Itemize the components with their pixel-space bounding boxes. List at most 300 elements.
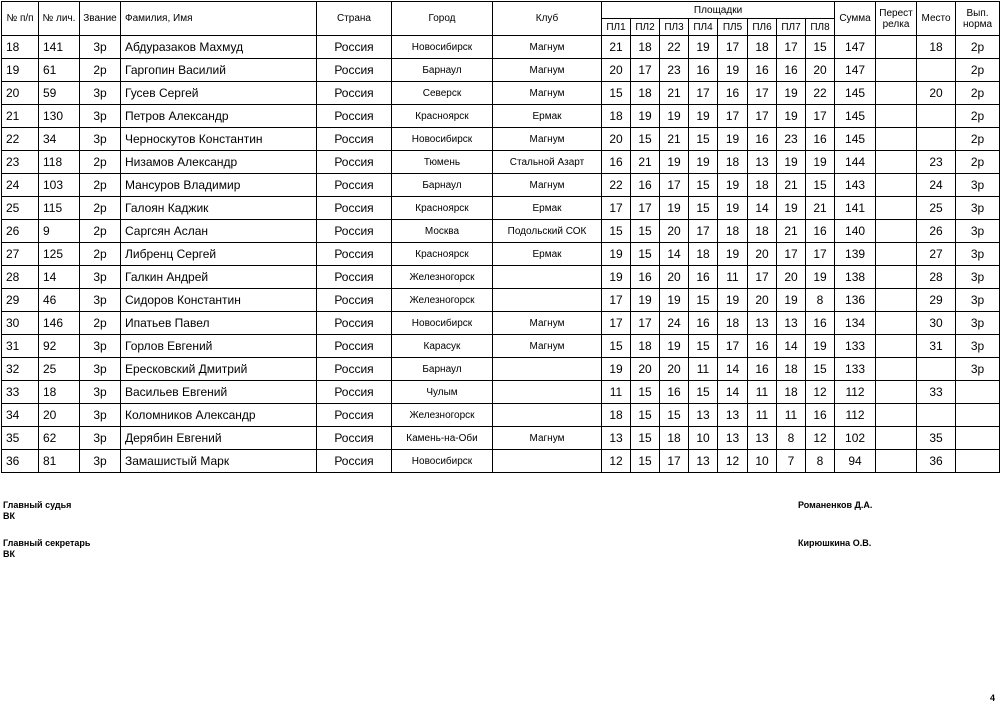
area-score-cell: 17 — [602, 197, 631, 220]
area-score-cell: 20 — [777, 266, 806, 289]
results-table — [1, 1, 1000, 473]
area-score-cell: 17 — [777, 36, 806, 59]
area-score-cell: 19 — [777, 197, 806, 220]
results-body — [2, 36, 1000, 473]
header-place: Место — [917, 2, 956, 36]
license-number: 115 — [39, 197, 80, 220]
norm-cell — [956, 427, 1000, 450]
area-score-cell: 19 — [660, 105, 689, 128]
area-score-cell: 18 — [718, 220, 748, 243]
area-score-cell: 10 — [748, 450, 777, 473]
area-score-cell: 20 — [748, 289, 777, 312]
header-city: Город — [392, 2, 493, 36]
club-cell: Магнум — [493, 174, 602, 197]
area-score-cell: 16 — [748, 358, 777, 381]
area-score-cell: 17 — [631, 312, 660, 335]
header-sum: Сумма — [835, 2, 876, 36]
area-score-cell: 18 — [748, 36, 777, 59]
area-score-cell: 16 — [689, 312, 718, 335]
area-score-cell: 18 — [689, 243, 718, 266]
chief-judge-title: Главный судья — [3, 500, 72, 510]
norm-cell — [956, 381, 1000, 404]
shootoff-cell — [876, 358, 917, 381]
rank-cell: 3р — [80, 381, 121, 404]
area-score-cell: 17 — [718, 105, 748, 128]
area-score-cell: 15 — [631, 220, 660, 243]
area-score-cell: 16 — [748, 335, 777, 358]
area-score-cell: 17 — [748, 266, 777, 289]
area-score-cell: 8 — [777, 427, 806, 450]
shootoff-cell — [876, 312, 917, 335]
area-score-cell: 19 — [718, 174, 748, 197]
shootoff-cell — [876, 174, 917, 197]
area-score-cell: 13 — [748, 151, 777, 174]
area-score-cell: 21 — [660, 82, 689, 105]
norm-cell: 2р — [956, 151, 1000, 174]
sum-cell: 133 — [835, 358, 876, 381]
row-number: 27 — [2, 243, 39, 266]
area-score-cell: 15 — [631, 427, 660, 450]
license-number: 62 — [39, 427, 80, 450]
name-cell: Горлов Евгений — [121, 335, 317, 358]
shootoff-cell — [876, 59, 917, 82]
header-name: Фамилия, Имя — [121, 2, 317, 36]
shootoff-cell — [876, 105, 917, 128]
row-number: 24 — [2, 174, 39, 197]
area-score-cell: 19 — [718, 59, 748, 82]
shootoff-cell — [876, 151, 917, 174]
area-score-cell: 15 — [689, 289, 718, 312]
table-row — [2, 381, 1000, 404]
country-cell: Россия — [317, 335, 392, 358]
chief-judge-category: ВК — [3, 511, 15, 521]
area-score-cell: 13 — [718, 404, 748, 427]
rank-cell: 3р — [80, 450, 121, 473]
sum-cell: 144 — [835, 151, 876, 174]
area-score-cell: 19 — [718, 197, 748, 220]
area-score-cell: 16 — [689, 59, 718, 82]
area-score-cell: 17 — [689, 220, 718, 243]
area-score-cell: 19 — [689, 105, 718, 128]
area-score-cell: 16 — [777, 59, 806, 82]
area-score-cell: 12 — [806, 381, 835, 404]
norm-cell: 3р — [956, 197, 1000, 220]
table-row — [2, 105, 1000, 128]
area-score-cell: 18 — [631, 36, 660, 59]
chief-secretary-category: ВК — [3, 549, 15, 559]
area-score-cell: 20 — [660, 358, 689, 381]
license-number: 130 — [39, 105, 80, 128]
shootoff-cell — [876, 128, 917, 151]
club-cell: Магнум — [493, 312, 602, 335]
place-cell — [917, 59, 956, 82]
city-cell: Железногорск — [392, 404, 493, 427]
row-number: 34 — [2, 404, 39, 427]
name-cell: Саргсян Аслан — [121, 220, 317, 243]
header-area: ПЛ5 — [718, 19, 748, 36]
area-score-cell: 16 — [748, 59, 777, 82]
license-number: 9 — [39, 220, 80, 243]
area-score-cell: 18 — [718, 312, 748, 335]
area-score-cell: 17 — [806, 243, 835, 266]
name-cell: Гусев Сергей — [121, 82, 317, 105]
country-cell: Россия — [317, 312, 392, 335]
club-cell: Подольский СОК — [493, 220, 602, 243]
area-score-cell: 20 — [660, 220, 689, 243]
city-cell: Северск — [392, 82, 493, 105]
club-cell: Магнум — [493, 128, 602, 151]
norm-cell: 2р — [956, 82, 1000, 105]
norm-cell: 3р — [956, 289, 1000, 312]
license-number: 20 — [39, 404, 80, 427]
area-score-cell: 15 — [602, 82, 631, 105]
area-score-cell: 14 — [748, 197, 777, 220]
license-number: 61 — [39, 59, 80, 82]
country-cell: Россия — [317, 197, 392, 220]
area-score-cell: 18 — [748, 220, 777, 243]
name-cell: Гаргопин Василий — [121, 59, 317, 82]
country-cell: Россия — [317, 450, 392, 473]
area-score-cell: 13 — [689, 404, 718, 427]
name-cell: Галкин Андрей — [121, 266, 317, 289]
norm-cell: 2р — [956, 128, 1000, 151]
area-score-cell: 17 — [660, 174, 689, 197]
place-cell: 33 — [917, 381, 956, 404]
club-cell — [493, 266, 602, 289]
country-cell: Россия — [317, 427, 392, 450]
area-score-cell: 21 — [806, 197, 835, 220]
license-number: 81 — [39, 450, 80, 473]
header-license: № лич. — [39, 2, 80, 36]
name-cell: Петров Александр — [121, 105, 317, 128]
club-cell: Ермак — [493, 197, 602, 220]
header-areas: Площадки — [602, 2, 835, 19]
club-cell — [493, 358, 602, 381]
city-cell: Барнаул — [392, 59, 493, 82]
place-cell: 24 — [917, 174, 956, 197]
area-score-cell: 19 — [660, 151, 689, 174]
country-cell: Россия — [317, 266, 392, 289]
area-score-cell: 11 — [689, 358, 718, 381]
area-score-cell: 22 — [660, 36, 689, 59]
city-cell: Карасук — [392, 335, 493, 358]
sum-cell: 136 — [835, 289, 876, 312]
sum-cell: 134 — [835, 312, 876, 335]
area-score-cell: 17 — [602, 312, 631, 335]
shootoff-cell — [876, 381, 917, 404]
place-cell — [917, 358, 956, 381]
area-score-cell: 18 — [631, 335, 660, 358]
area-score-cell: 11 — [777, 404, 806, 427]
area-score-cell: 19 — [718, 289, 748, 312]
country-cell: Россия — [317, 404, 392, 427]
row-number: 26 — [2, 220, 39, 243]
place-cell: 23 — [917, 151, 956, 174]
area-score-cell: 7 — [777, 450, 806, 473]
club-cell: Магнум — [493, 59, 602, 82]
table-row — [2, 427, 1000, 450]
norm-cell: 2р — [956, 105, 1000, 128]
area-score-cell: 20 — [631, 358, 660, 381]
area-score-cell: 13 — [748, 312, 777, 335]
city-cell: Тюмень — [392, 151, 493, 174]
norm-cell: 3р — [956, 335, 1000, 358]
rank-cell: 2р — [80, 174, 121, 197]
rank-cell: 3р — [80, 128, 121, 151]
table-row — [2, 404, 1000, 427]
norm-cell: 3р — [956, 266, 1000, 289]
country-cell: Россия — [317, 220, 392, 243]
area-score-cell: 18 — [602, 105, 631, 128]
header-area: ПЛ3 — [660, 19, 689, 36]
norm-cell — [956, 404, 1000, 427]
row-number: 32 — [2, 358, 39, 381]
chief-secretary-name: Кирюшкина О.В. — [798, 538, 872, 548]
rank-cell: 3р — [80, 105, 121, 128]
table-row — [2, 59, 1000, 82]
name-cell: Васильев Евгений — [121, 381, 317, 404]
area-score-cell: 19 — [806, 151, 835, 174]
license-number: 46 — [39, 289, 80, 312]
chief-judge-name: Романенков Д.А. — [798, 500, 873, 510]
sum-cell: 145 — [835, 128, 876, 151]
area-score-cell: 11 — [748, 404, 777, 427]
area-score-cell: 13 — [748, 427, 777, 450]
city-cell: Барнаул — [392, 174, 493, 197]
country-cell: Россия — [317, 358, 392, 381]
norm-cell — [956, 450, 1000, 473]
area-score-cell: 16 — [689, 266, 718, 289]
area-score-cell: 20 — [660, 266, 689, 289]
area-score-cell: 11 — [748, 381, 777, 404]
area-score-cell: 14 — [660, 243, 689, 266]
rank-cell: 3р — [80, 404, 121, 427]
area-score-cell: 17 — [602, 289, 631, 312]
area-score-cell: 16 — [806, 312, 835, 335]
header-area: ПЛ8 — [806, 19, 835, 36]
place-cell: 36 — [917, 450, 956, 473]
name-cell: Мансуров Владимир — [121, 174, 317, 197]
city-cell: Новосибирск — [392, 450, 493, 473]
sum-cell: 145 — [835, 105, 876, 128]
area-score-cell: 17 — [660, 450, 689, 473]
license-number: 18 — [39, 381, 80, 404]
shootoff-cell — [876, 450, 917, 473]
norm-cell: 3р — [956, 312, 1000, 335]
place-cell: 29 — [917, 289, 956, 312]
table-row — [2, 36, 1000, 59]
country-cell: Россия — [317, 128, 392, 151]
area-score-cell: 15 — [631, 381, 660, 404]
shootoff-cell — [876, 289, 917, 312]
place-cell: 30 — [917, 312, 956, 335]
chief-secretary-title: Главный секретарь — [3, 538, 91, 548]
shootoff-cell — [876, 36, 917, 59]
area-score-cell: 17 — [631, 197, 660, 220]
place-cell: 31 — [917, 335, 956, 358]
area-score-cell: 19 — [777, 105, 806, 128]
table-row — [2, 197, 1000, 220]
table-row — [2, 220, 1000, 243]
area-score-cell: 21 — [602, 36, 631, 59]
norm-cell: 3р — [956, 243, 1000, 266]
table-row — [2, 358, 1000, 381]
shootoff-cell — [876, 266, 917, 289]
area-score-cell: 11 — [602, 381, 631, 404]
area-score-cell: 10 — [689, 427, 718, 450]
header-rank: Звание — [80, 2, 121, 36]
name-cell: Низамов Александр — [121, 151, 317, 174]
area-score-cell: 15 — [689, 381, 718, 404]
club-cell — [493, 450, 602, 473]
club-cell — [493, 381, 602, 404]
area-score-cell: 21 — [631, 151, 660, 174]
table-row — [2, 174, 1000, 197]
area-score-cell: 16 — [806, 128, 835, 151]
place-cell: 27 — [917, 243, 956, 266]
header-num: № п/п — [2, 2, 39, 36]
sum-cell: 145 — [835, 82, 876, 105]
city-cell: Новосибирск — [392, 36, 493, 59]
chief-secretary-block — [3, 538, 90, 560]
area-score-cell: 16 — [748, 128, 777, 151]
shootoff-cell — [876, 82, 917, 105]
place-cell: 20 — [917, 82, 956, 105]
country-cell: Россия — [317, 59, 392, 82]
area-score-cell: 18 — [602, 404, 631, 427]
country-cell: Россия — [317, 174, 392, 197]
license-number: 141 — [39, 36, 80, 59]
area-score-cell: 19 — [631, 289, 660, 312]
area-score-cell: 17 — [777, 243, 806, 266]
area-score-cell: 18 — [777, 358, 806, 381]
area-score-cell: 15 — [602, 220, 631, 243]
country-cell: Россия — [317, 151, 392, 174]
sum-cell: 138 — [835, 266, 876, 289]
area-score-cell: 15 — [689, 128, 718, 151]
place-cell — [917, 105, 956, 128]
rank-cell: 2р — [80, 220, 121, 243]
rank-cell: 3р — [80, 36, 121, 59]
area-score-cell: 15 — [631, 404, 660, 427]
area-score-cell: 18 — [718, 151, 748, 174]
city-cell: Новосибирск — [392, 128, 493, 151]
row-number: 33 — [2, 381, 39, 404]
city-cell: Москва — [392, 220, 493, 243]
city-cell: Красноярск — [392, 105, 493, 128]
club-cell: Ермак — [493, 243, 602, 266]
sum-cell: 102 — [835, 427, 876, 450]
license-number: 92 — [39, 335, 80, 358]
area-score-cell: 19 — [660, 335, 689, 358]
area-score-cell: 20 — [602, 128, 631, 151]
shootoff-cell — [876, 335, 917, 358]
table-row — [2, 128, 1000, 151]
area-score-cell: 19 — [777, 82, 806, 105]
license-number: 103 — [39, 174, 80, 197]
area-score-cell: 17 — [748, 105, 777, 128]
area-score-cell: 19 — [806, 266, 835, 289]
city-cell: Красноярск — [392, 243, 493, 266]
club-cell: Магнум — [493, 427, 602, 450]
area-score-cell: 13 — [602, 427, 631, 450]
area-score-cell: 12 — [602, 450, 631, 473]
area-score-cell: 15 — [660, 404, 689, 427]
area-score-cell: 15 — [806, 358, 835, 381]
row-number: 22 — [2, 128, 39, 151]
area-score-cell: 16 — [806, 220, 835, 243]
area-score-cell: 17 — [806, 105, 835, 128]
area-score-cell: 23 — [660, 59, 689, 82]
area-score-cell: 21 — [660, 128, 689, 151]
area-score-cell: 17 — [689, 82, 718, 105]
country-cell: Россия — [317, 105, 392, 128]
license-number: 146 — [39, 312, 80, 335]
table-row — [2, 450, 1000, 473]
license-number: 118 — [39, 151, 80, 174]
area-score-cell: 19 — [777, 289, 806, 312]
area-score-cell: 24 — [660, 312, 689, 335]
row-number: 28 — [2, 266, 39, 289]
row-number: 31 — [2, 335, 39, 358]
area-score-cell: 19 — [689, 36, 718, 59]
area-score-cell: 16 — [631, 266, 660, 289]
area-score-cell: 13 — [777, 312, 806, 335]
header-area: ПЛ6 — [748, 19, 777, 36]
area-score-cell: 19 — [660, 197, 689, 220]
name-cell: Черноскутов Константин — [121, 128, 317, 151]
shootoff-cell — [876, 404, 917, 427]
area-score-cell: 22 — [602, 174, 631, 197]
sum-cell: 112 — [835, 404, 876, 427]
area-score-cell: 21 — [777, 174, 806, 197]
sum-cell: 147 — [835, 59, 876, 82]
rank-cell: 2р — [80, 151, 121, 174]
club-cell: Магнум — [493, 82, 602, 105]
city-cell: Новосибирск — [392, 312, 493, 335]
rank-cell: 2р — [80, 59, 121, 82]
name-cell: Галоян Каджик — [121, 197, 317, 220]
area-score-cell: 19 — [602, 266, 631, 289]
area-score-cell: 13 — [689, 450, 718, 473]
rank-cell: 3р — [80, 289, 121, 312]
area-score-cell: 12 — [806, 427, 835, 450]
row-number: 19 — [2, 59, 39, 82]
row-number: 18 — [2, 36, 39, 59]
area-score-cell: 21 — [777, 220, 806, 243]
place-cell: 18 — [917, 36, 956, 59]
sum-cell: 140 — [835, 220, 876, 243]
sum-cell: 112 — [835, 381, 876, 404]
row-number: 36 — [2, 450, 39, 473]
area-score-cell: 15 — [806, 36, 835, 59]
norm-cell: 2р — [956, 36, 1000, 59]
name-cell: Замашистый Марк — [121, 450, 317, 473]
table-row — [2, 266, 1000, 289]
club-cell: Ермак — [493, 105, 602, 128]
row-number: 25 — [2, 197, 39, 220]
area-score-cell: 17 — [631, 59, 660, 82]
table-row — [2, 82, 1000, 105]
place-cell: 28 — [917, 266, 956, 289]
license-number: 34 — [39, 128, 80, 151]
area-score-cell: 19 — [602, 358, 631, 381]
area-score-cell: 14 — [777, 335, 806, 358]
row-number: 21 — [2, 105, 39, 128]
place-cell: 25 — [917, 197, 956, 220]
area-score-cell: 15 — [631, 128, 660, 151]
area-score-cell: 13 — [718, 427, 748, 450]
